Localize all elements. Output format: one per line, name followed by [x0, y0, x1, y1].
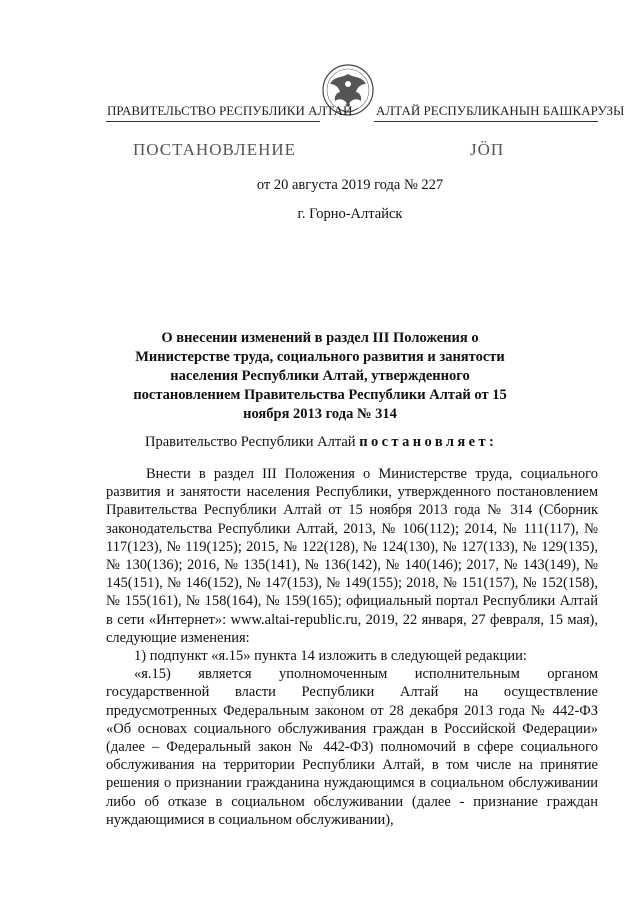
- city-line: г. Горно-Алтайск: [297, 206, 403, 222]
- body-text: [106, 465, 598, 829]
- doc-type-alt: JÖП: [470, 140, 505, 159]
- decree-verb: постановляет:: [359, 434, 498, 450]
- paragraph-1: Внести в раздел III Положения о Министерстве труда, социального развития и занятости населения Республики, утвержденного постановлением Правительства Республики Алтай от 15 ноября 2013 года № 314 (Сборник законодательства Республики Алтай, 2013, № 106(112); 2014, № 111(117), № 117(123), № 119(125); 2015, № 122(128), № 124(130), № 127(133), № 129(135), № 130(136); 2016, № 135(141), № 136(142), № 140(146); 2017, № 143(149), № 145(151), № 146(152), № 147(153), № 149(155); 2018, № 151(157), № 152(158), № 155(161), № 158(164), № 159(165); официальный портал Республики Алтай в сети «Интернет»: www.altai-republic.ru, 2019, 22 января, 27 февраля, 15 мая), следующие изменения:: [106, 466, 598, 646]
- paragraph-2: 1) подпункт «я.15» пункта 14 изложить в следующей редакции:: [134, 648, 527, 665]
- document-title: О внесении изменений в раздел III Положения о Министерстве труда, социального развития и занятости населения Республики Алтай, утвержденного постановлением Правительства Республики Алтай от 15 ноября 2013 года № 314: [133, 330, 507, 422]
- paragraph-3: «я.15) является уполномоченным исполнительным органом государственной власти Республики Алтай на осуществление предусмотренных Федеральным законом от 28 декабря 2013 года № 442-ФЗ «Об основах социального обслуживания граждан в Российской Федерации» (далее – Федеральный закон № 442-ФЗ) полномочий в сфере социального обслуживания на территории Республики Алтай, в том числе на принятие решения о признании гражданина нуждающимся в социальном обслуживании либо об отказе в социальном обслуживании (далее - признание граждан нуждающимися в социальном обслуживании),: [106, 666, 598, 828]
- header-underline-right: [374, 121, 598, 122]
- date-line: от 20 августа 2019 года № 227: [256, 177, 444, 193]
- government-name-alt: АЛТАЙ РЕСПУБЛИКАНЫН БАШКАРУЗЫ: [376, 103, 625, 118]
- header-underline-left: [106, 121, 320, 122]
- government-name-ru: ПРАВИТЕЛЬСТВО РЕСПУБЛИКИ АЛТАЙ: [107, 103, 353, 118]
- decree-prefix: Правительство Республики Алтай: [145, 434, 356, 450]
- decree-line: [145, 434, 497, 451]
- doc-type-ru: ПОСТАНОВЛЕНИЕ: [133, 140, 297, 159]
